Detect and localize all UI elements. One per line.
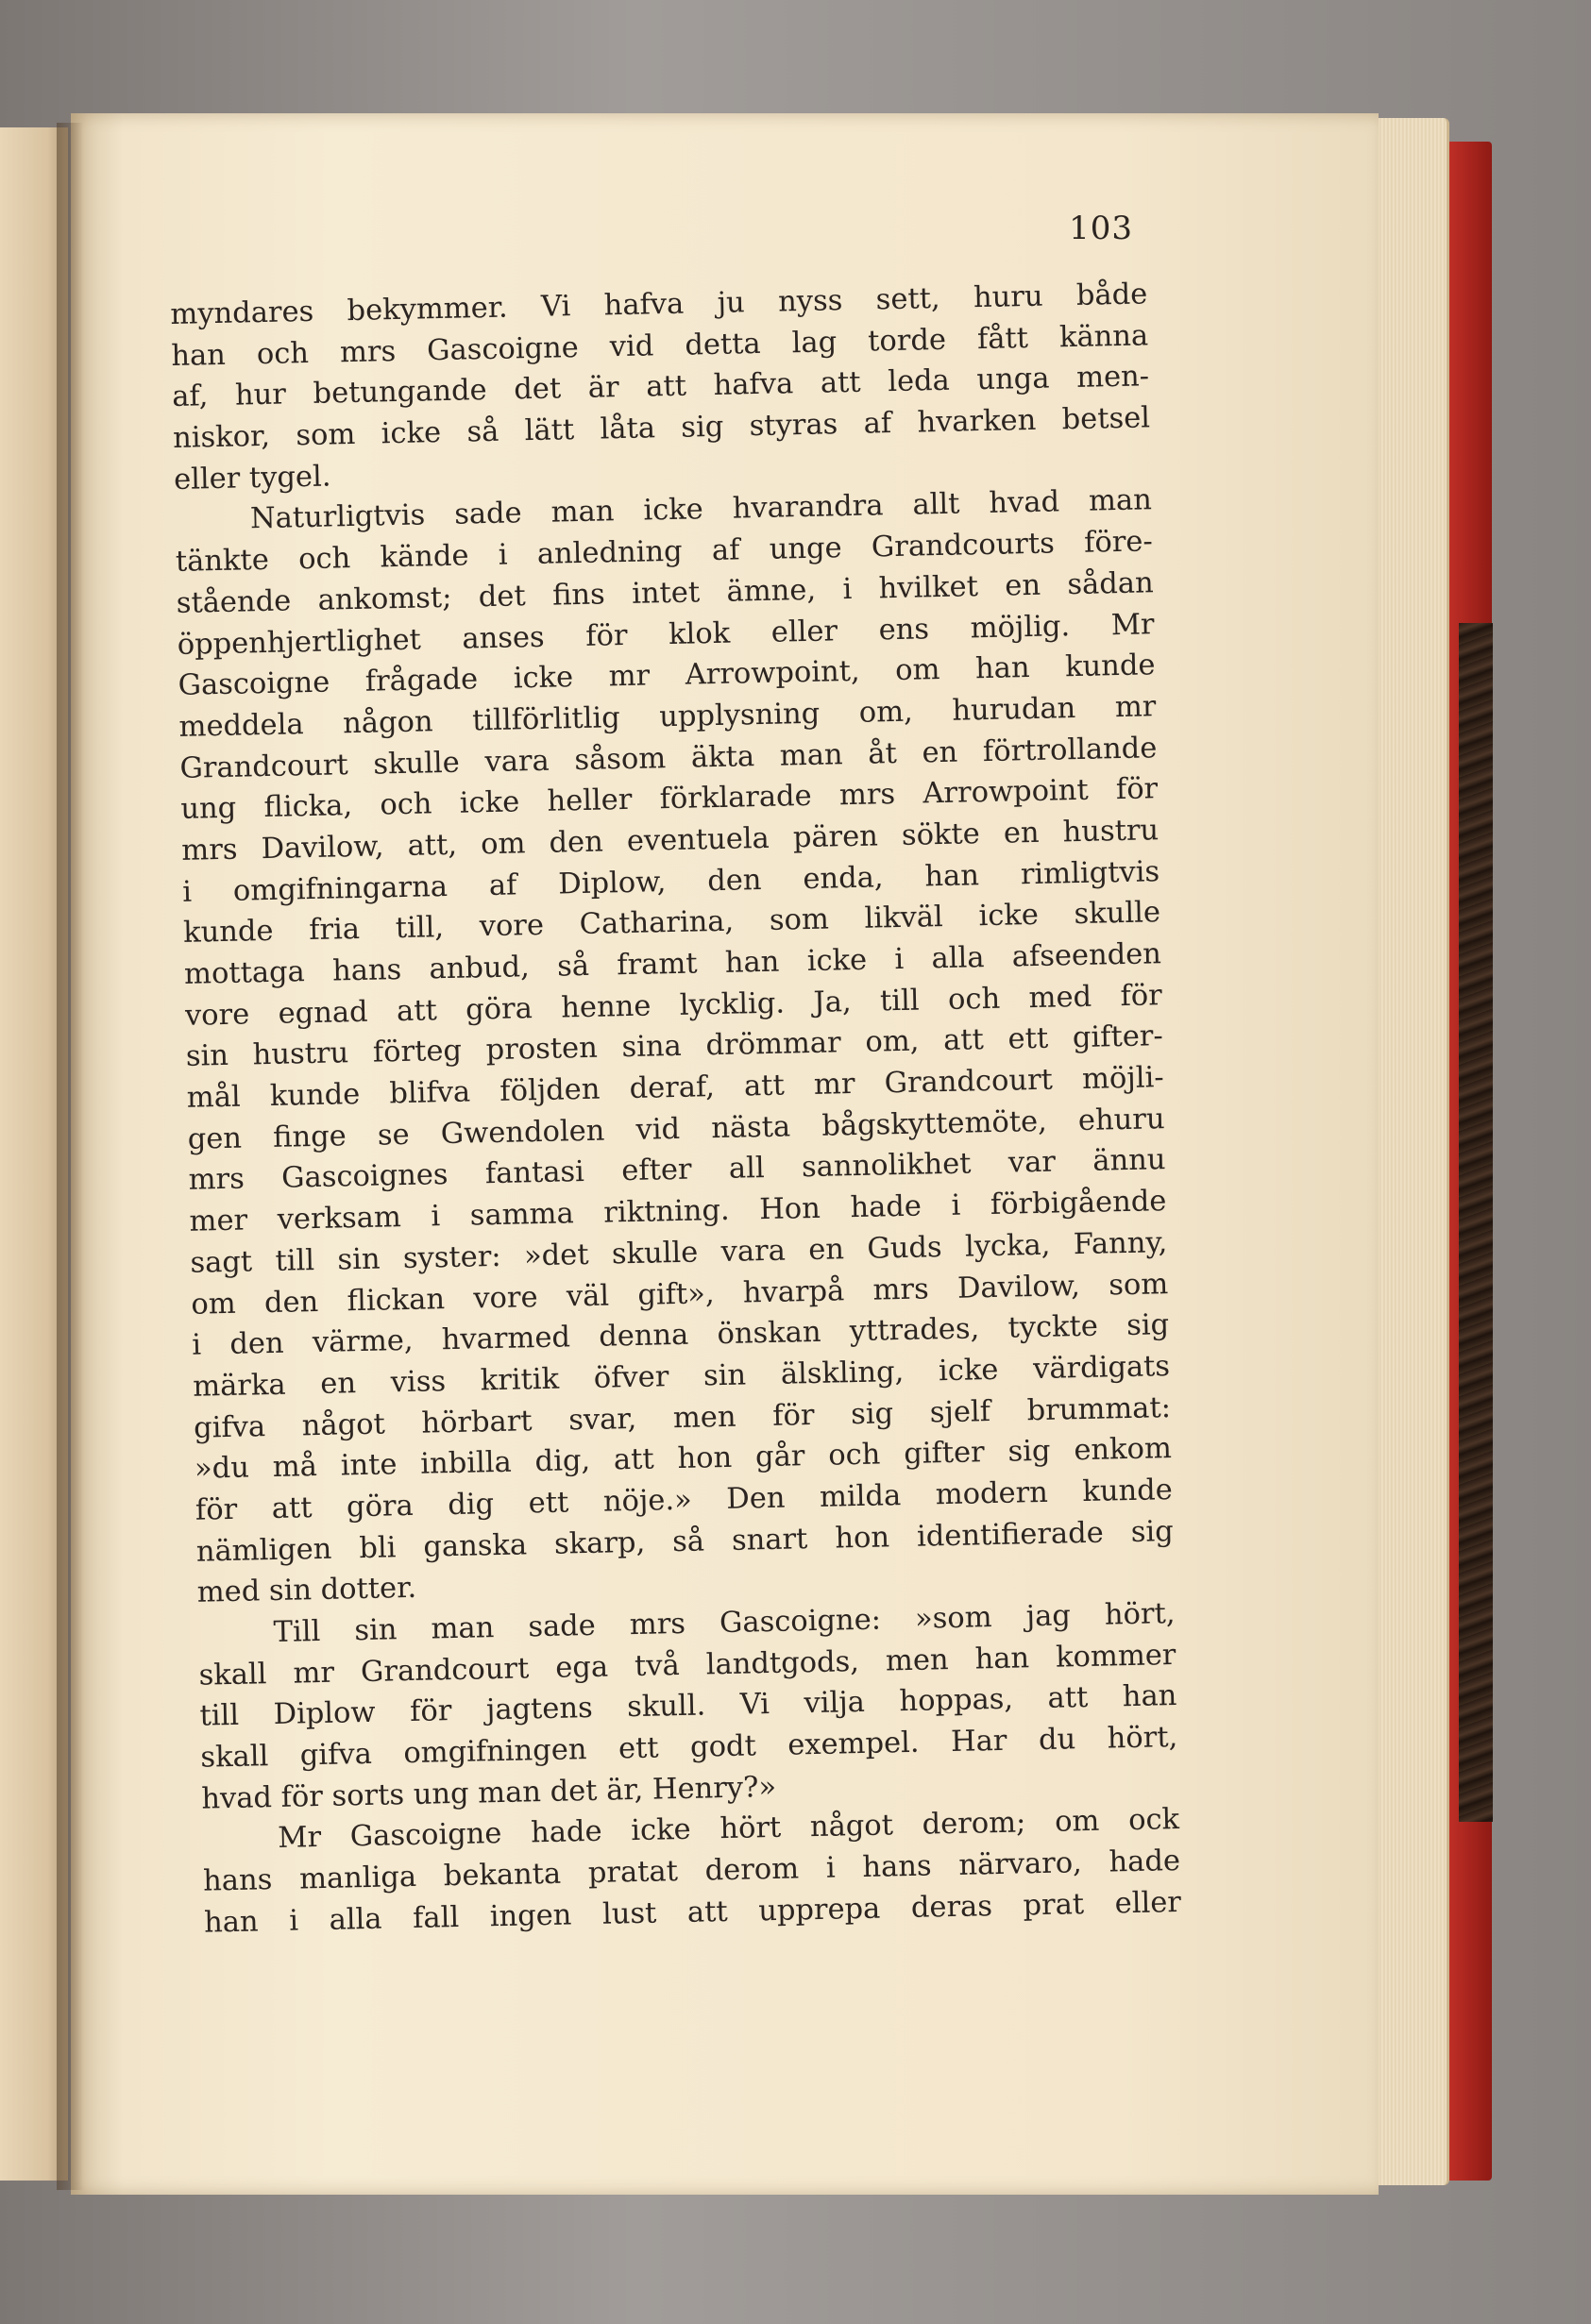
text-line: med sin dotter. (196, 1572, 417, 1610)
text-line: mål kunde blifva följden deraf, att mr Grandcourt möjli- (186, 1061, 1164, 1115)
text-line: stående ankomst; det fins intet ämne, i hvilket en sådan (176, 566, 1154, 620)
text-line: hans manliga bekanta pratat derom i hans närvaro, hade (202, 1844, 1181, 1898)
text-line: Naturligtvis sade man icke hvarandra allt hvad man (249, 483, 1153, 536)
text-line: gen finge se Gwendolen vid nästa bågskyttemöte, ehuru (187, 1102, 1165, 1156)
text-line: Gascoigne frågade icke mr Arrowpoint, om han kunde (178, 648, 1156, 703)
text-line: mrs Gascoignes fantasi efter all sannolikhet var ännu (188, 1143, 1166, 1198)
text-line: meddela någon tillförlitlig upplysning om, hurudan mr (178, 690, 1157, 744)
text-line: vore egnad att göra henne lycklig. Ja, till och med för (184, 978, 1163, 1033)
text-line: han och mrs Gascoigne vid detta lag torde fått känna (170, 319, 1149, 373)
text-line: tänkte och kände i anledning af unge Grandcourts före- (175, 525, 1154, 580)
text-line: myndares bekymmer. Vi hafva ju nyss sett, huru både (170, 278, 1148, 331)
text-line: han i alla fall ingen lust att upprepa deras prat eller (203, 1885, 1182, 1940)
text-line: eller tygel. (173, 460, 331, 497)
text-line: kunde fria till, vore Catharina, som likväl icke skulle (182, 896, 1161, 951)
text-line: nämligen bli ganska skarp, så snart hon identifierade sig (195, 1514, 1175, 1569)
text-line: mottaga hans anbud, så framt han icke i alla afseenden (183, 937, 1162, 991)
text-line: Mr Gascoigne hade icke hört något derom; om ock (277, 1803, 1180, 1856)
text-line: af, hur betungande det är att hafva att leda unga men- (171, 360, 1150, 414)
text-line: till Diplow för jagtens skull. Vi vilja hoppas, att han (199, 1679, 1177, 1734)
text-line: Grandcourt skulle vara såsom äkta man åt en förtrollande (179, 731, 1158, 785)
text-line: »du må inte inbilla dig, att hon går och gifter sig enkom (194, 1432, 1173, 1486)
text-line: om den flickan vore väl gift», hvarpå mrs Davilow, som (191, 1267, 1169, 1322)
text-line: i den värme, hvarmed denna önskan yttrades, tyckte sig (191, 1308, 1170, 1362)
text-line: sagt till sin syster: »det skulle vara en Guds lycka, Fanny, (190, 1225, 1168, 1280)
text-line: i omgifningarna af Diplow, den enda, han rimligtvis (181, 854, 1160, 909)
text-line: ung flicka, och icke heller förklarade mrs Arrowpoint för (180, 772, 1159, 827)
text-line: märka en viss kritik öfver sin älskling, icke värdigats (192, 1349, 1171, 1404)
text-line: mrs Davilow, att, om den eventuela pären sökte en hustru (180, 814, 1159, 867)
text-line: sin hustru förteg prosten sina drömmar om, att ett gifter- (185, 1019, 1164, 1074)
page-number: 103 (1069, 210, 1133, 247)
text-line: niskor, som icke så lätt låta sig styras af hvarken betsel (172, 401, 1151, 456)
text-line: Till sin man sade mrs Gascoigne: »som jag hört, (273, 1597, 1176, 1650)
body-text (170, 274, 1181, 1944)
text-line: gifva något hörbart svar, men för sig sjelf brummat: (193, 1390, 1172, 1445)
text-line: skall mr Grandcourt ega två landtgods, men han kommer (198, 1638, 1176, 1692)
text-line: öppenhjertlighet anses för klok eller ens möjlig. Mr (177, 607, 1155, 662)
text-line: för att göra dig ett nöje.» Den milda modern kunde (195, 1473, 1174, 1527)
text-line: mer verksam i samma riktning. Hon hade i förbigående (189, 1185, 1167, 1238)
book-cover-marbled-strip (1459, 623, 1493, 1822)
text-line: skall gifva omgifningen ett godt exempel. Har du hört, (200, 1721, 1178, 1775)
gutter-shadow (57, 123, 83, 2190)
text-line: hvad för sorts ung man det är, Henry?» (201, 1770, 777, 1816)
